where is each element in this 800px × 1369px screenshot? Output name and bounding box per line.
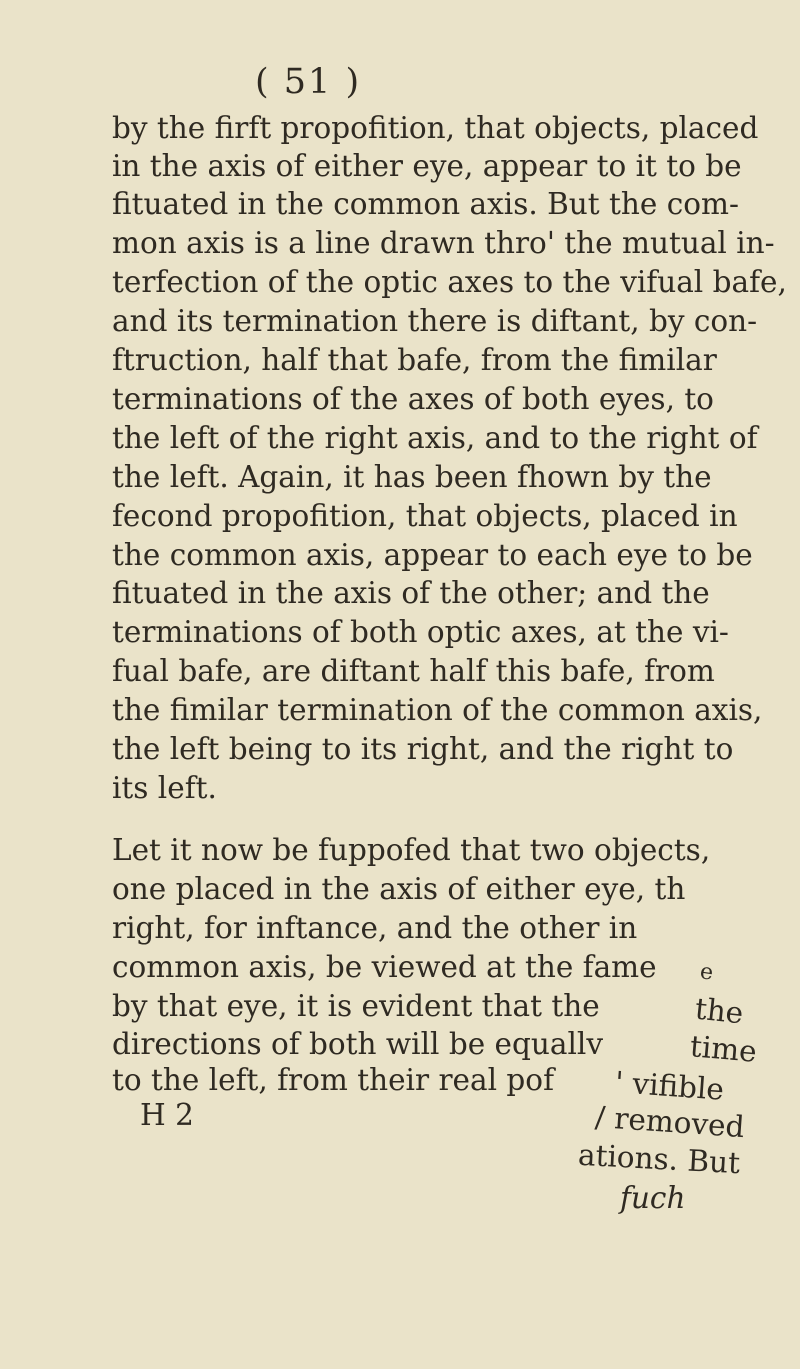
text-line: terfection of the optic axes to the vifual bafe, bbox=[112, 265, 787, 299]
torn-fragment: / removed bbox=[593, 1099, 746, 1145]
torn-fragment: the bbox=[693, 991, 745, 1031]
text-line: mon axis is a line drawn thro' the mutual in- bbox=[112, 226, 775, 260]
text-line: common axis, be viewed at the fame bbox=[112, 950, 657, 984]
text-line: fecond propofition, that objects, placed in bbox=[112, 499, 738, 533]
text-line: fituated in the axis of the other; and the bbox=[112, 576, 710, 610]
text-line: fituated in the common axis. But the com- bbox=[112, 187, 739, 221]
text-line: and its termination there is diftant, by con- bbox=[112, 304, 758, 338]
text-line: by that eye, it is evident that the bbox=[112, 989, 600, 1023]
text-line: its left. bbox=[112, 771, 217, 805]
torn-fragment: ' vifible bbox=[613, 1065, 726, 1107]
text-line: to the left, from their real pof bbox=[112, 1063, 554, 1097]
text-line: the fimilar termination of the common axis, bbox=[112, 693, 763, 727]
text-line: terminations of both optic axes, at the vi- bbox=[112, 615, 729, 649]
text-line: fual bafe, are diftant half this bafe, from bbox=[112, 654, 715, 688]
torn-fragment: ations. But bbox=[577, 1137, 741, 1181]
signature-mark: H 2 bbox=[140, 1098, 194, 1132]
text-line: in the axis of either eye, appear to it to be bbox=[112, 149, 742, 183]
text-line: terminations of the axes of both eyes, to bbox=[112, 382, 714, 416]
text-line: one placed in the axis of either eye, th bbox=[112, 872, 686, 906]
text-line: the left. Again, it has been fhown by the bbox=[112, 460, 712, 494]
page-number: ( 51 ) bbox=[255, 62, 362, 102]
text-line: the left of the right axis, and to the right of bbox=[112, 421, 758, 455]
text-line: right, for inftance, and the other in bbox=[112, 911, 638, 945]
text-line: by the firft propofition, that objects, placed bbox=[112, 111, 759, 145]
text-line: the common axis, appear to each eye to be bbox=[112, 538, 753, 572]
torn-fragment: fuch bbox=[620, 1181, 686, 1215]
torn-fragment: time bbox=[688, 1029, 759, 1069]
text-line: Let it now be fuppofed that two objects, bbox=[112, 833, 711, 867]
text-line: directions of both will be equallv bbox=[112, 1027, 604, 1061]
text-line: ftruction, half that bafe, from the fimilar bbox=[112, 343, 717, 377]
text-line: the left being to its right, and the right to bbox=[112, 732, 734, 766]
torn-fragment: e bbox=[698, 959, 715, 986]
